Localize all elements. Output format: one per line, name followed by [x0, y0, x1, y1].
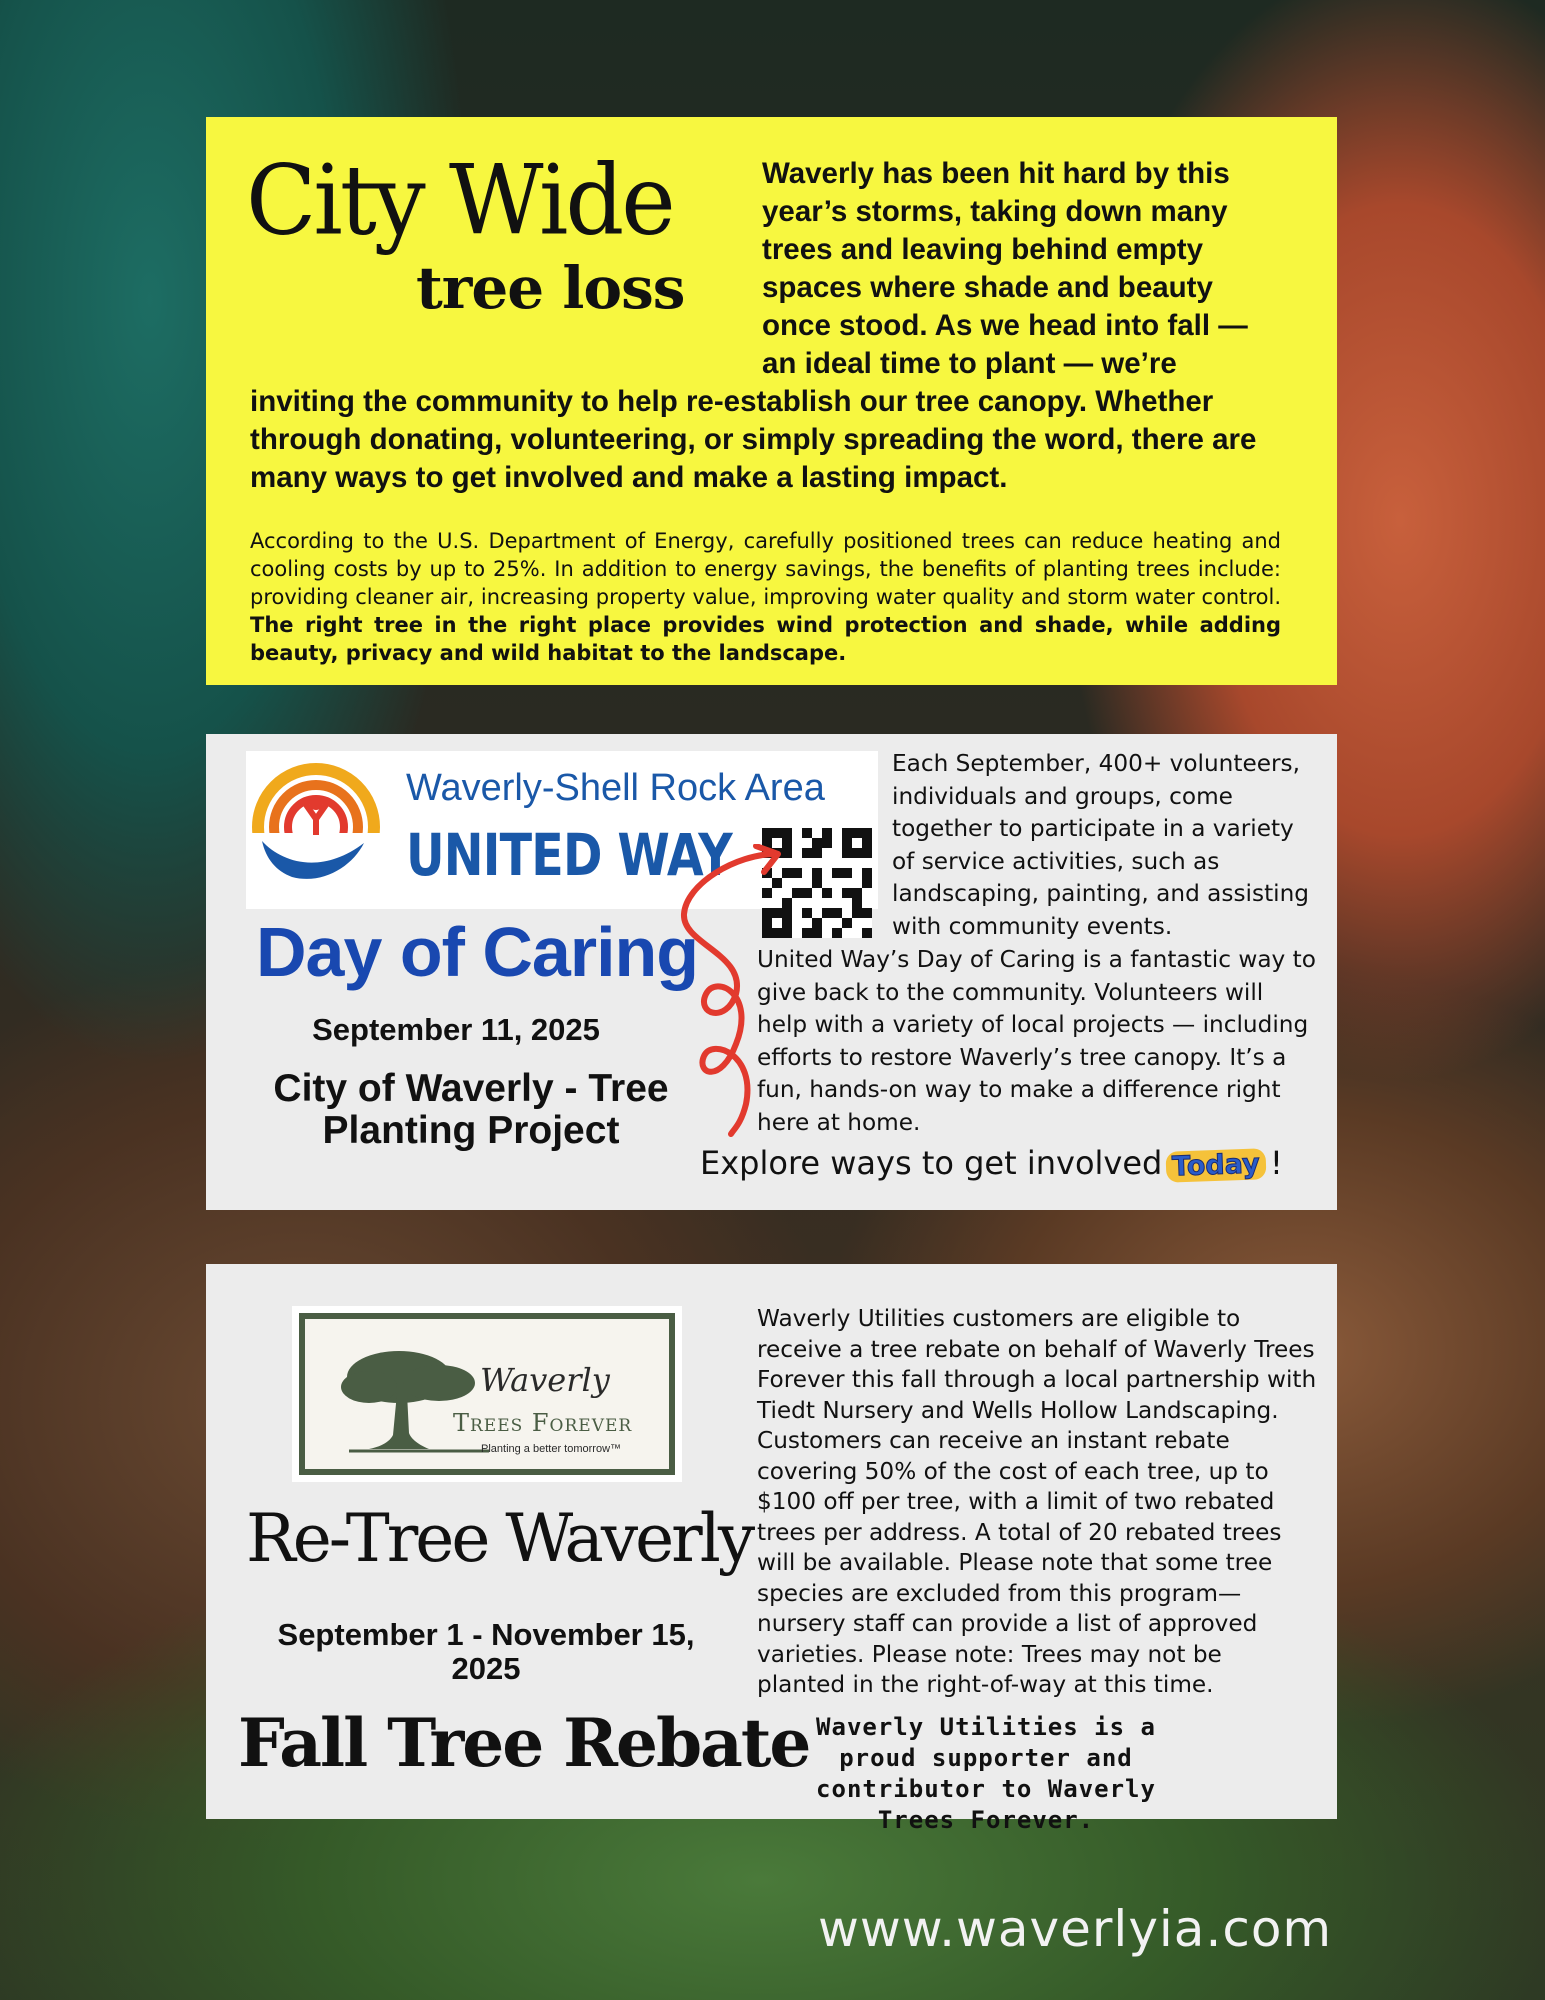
wtf-logo-forever: Trees Forever: [453, 1409, 633, 1437]
energy-text: According to the U.S. Department of Energy, carefully positioned trees can reduce heating and cooling costs by up to 25%. In addition to energy savings, the benefits of planting trees include: providing cleaner air, increasing property value, improving water quality and storm water control.: [250, 529, 1281, 609]
explore-exclaim: !: [1270, 1144, 1283, 1182]
today-badge: Today: [1166, 1148, 1267, 1182]
rebate-description: Waverly Utilities customers are eligible to receive a tree rebate on behalf of Waverly Trees Forever this fall through a local partnership with Tiedt Nursery and Wells Hollow Landscaping. Customers can receive an instant rebate covering 50% of the cost of each tree, up to $100 off per tree, with a limit of two rebated trees per address. A total of 20 rebated trees will be available. Please note that some tree species are excluded from this program—nursery staff can provide a list of approved varieties. Please note: Trees may not be planted in the right-of-way at this time.: [757, 1305, 1317, 1698]
website-link[interactable]: www.waverlyia.com: [818, 1900, 1333, 1958]
rebate-date: September 1 - November 15, 2025: [277, 1617, 695, 1686]
energy-bold-text: The right tree in the right place provides wind protection and shade, while adding beauty, privacy and wild habitat to the landscape.: [250, 613, 1281, 665]
tree-planting-project-title: City of Waverly - Tree Planting Project: [273, 1067, 669, 1152]
united-way-name: UNITED WAY: [406, 821, 732, 889]
explore-ways-line[interactable]: [700, 1144, 1283, 1182]
title-city-wide: City Wide: [246, 144, 673, 257]
united-way-area-label: Waverly-Shell Rock Area: [406, 767, 825, 809]
tree-loss-panel: [206, 117, 1337, 685]
waverly-trees-forever-logo: [292, 1306, 682, 1482]
day-of-caring-date: September 11, 2025: [312, 1012, 600, 1047]
re-tree-waverly-title: Re-Tree Waverly: [246, 1500, 753, 1577]
energy-paragraph: [250, 527, 1281, 667]
fall-tree-rebate-panel: [206, 1264, 1337, 1834]
intro-paragraph: Waverly has been hit hard by this year’s storms, taking down many trees and leaving behind empty spaces where shade and beauty once stood. As we head into fall — an ideal time to plant — we’re inviting the community to help re-establish our tree canopy. Whether through donating, volunteering, or simply spreading the word, there are many ways to get involved and make a lasting impact.: [250, 157, 1257, 494]
wtf-logo-name: Waverly: [480, 1361, 610, 1399]
united-way-hand-icon: [252, 763, 380, 891]
fall-tree-rebate-heading: Fall Tree Rebate: [238, 1704, 810, 1782]
wtf-logo-tagline: Planting a better tomorrow™: [481, 1443, 622, 1455]
day-of-caring-title: Day of Caring: [256, 913, 699, 991]
tree-icon: [339, 1343, 499, 1463]
title-tree-loss: tree loss: [416, 254, 685, 322]
day-of-caring-text-bottom: United Way’s Day of Caring is a fantastic way to give back to the community. Volunteers will help with a variety of local projects — including efforts to restore Waverly’s tree canopy. It’s a fun, hands-on way to make a difference right here at home.: [757, 946, 1316, 1136]
supporter-statement: Waverly Utilities is a proud supporter and contributor to Waverly Trees Forever.: [816, 1713, 1156, 1834]
day-of-caring-panel: [206, 734, 1337, 1210]
day-of-caring-text-top: Each September, 400+ volunteers, individuals and groups, come together to participate in a variety of service activities, such as landscaping, painting, and assisting with community events.: [892, 750, 1310, 940]
explore-text: Explore ways to get involved: [700, 1144, 1163, 1182]
